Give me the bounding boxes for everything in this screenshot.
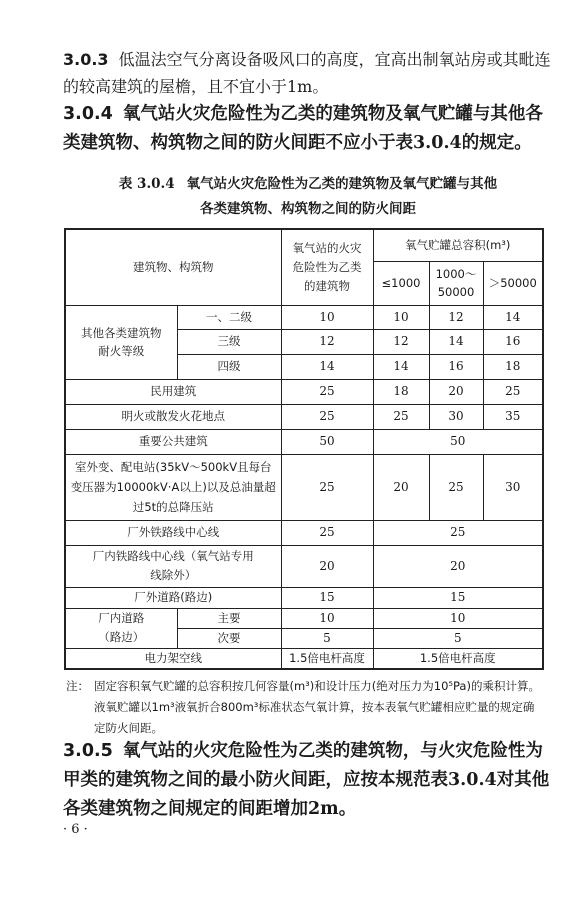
table-cell: 30 (483, 454, 543, 520)
row-label: 民用建筑 (65, 379, 281, 404)
table-note (66, 676, 542, 739)
clause-text: 氧气站火灾危险性为乙类的建筑物及氧气贮罐与其他各类建筑物、构筑物之间的防火间距不应小于表3.0.4的规定。 (63, 104, 543, 153)
page-number: · 6 · (63, 822, 88, 837)
table-cell: 14 (373, 354, 429, 379)
table-cell: 14 (483, 305, 543, 329)
table-cell: 14 (281, 354, 373, 379)
table-cell: 10 (373, 305, 429, 329)
table-cell: 25 (373, 404, 429, 429)
table-cell: 25 (281, 379, 373, 404)
clause-3-0-3 (63, 46, 553, 100)
row-label: 四级 (177, 354, 281, 379)
row-label: 明火或散发火花地点 (65, 404, 281, 429)
table-cell: 12 (429, 305, 483, 329)
table-cell: 50 (281, 429, 373, 454)
row-label (65, 454, 281, 520)
header-tank-le1000: ≤1000 (373, 261, 429, 305)
table-cell: 25 (483, 379, 543, 404)
road-in-label: 厂内道路（路边） (98, 611, 145, 644)
clause-number: 3.0.3 (63, 50, 109, 69)
clause-number: 3.0.4 (63, 104, 113, 124)
table-cell: 25 (429, 454, 483, 520)
table-cell: 35 (483, 404, 543, 429)
row-label: 厂外铁路线中心线 (65, 520, 281, 545)
fire-distance-table (64, 228, 544, 670)
table-cell: 25 (373, 520, 543, 545)
row-label: 三级 (177, 329, 281, 354)
table-cell: 20 (281, 545, 373, 587)
clause-number: 3.0.5 (63, 741, 113, 761)
clause-3-0-5 (63, 737, 553, 824)
table-cell: 5 (281, 628, 373, 648)
table-caption-line1 (63, 173, 553, 195)
note-text: 固定容积氧气贮罐的总容积按几何容量(m³)和设计压力(绝对压力为10⁵Pa)的乘积计算。液氧贮罐以1m³液氧折合800m³标准状态气氧计算，按本表氧气贮罐相应贮量的规定确定防火间距。 (94, 679, 540, 735)
table-cell: 25 (281, 404, 373, 429)
table-caption-line2: 各类建筑物、构筑物之间的防火间距 (200, 201, 416, 217)
table-cell: 15 (373, 587, 543, 608)
table-cell: 5 (373, 628, 543, 648)
row-label: 厂外道路(路边) (65, 587, 281, 608)
row-label: 一、二级 (177, 305, 281, 329)
table-cell: 18 (373, 379, 429, 404)
table-cell: 12 (373, 329, 429, 354)
table-cell: 1.5倍电杆高度 (373, 648, 543, 669)
header-oxygen-building-text: 氧气站的火灾危险性为乙类的建筑物 (292, 240, 362, 293)
table-cell: 14 (429, 329, 483, 354)
note-label: 注： (66, 679, 89, 693)
row-label (65, 545, 281, 587)
clause-text: 氧气站的火灾危险性为乙类的建筑物，与火灾危险性为甲类的建筑物之间的最小防火间距，应按本规范表3.0.4对其他各类建筑物之间规定的间距增加2m。 (63, 741, 550, 819)
table-cell: 20 (373, 454, 429, 520)
table-cell: 10 (281, 608, 373, 628)
header-tank-gt50000: ＞50000 (483, 261, 543, 305)
rail-in-label: 厂内铁路线中心线（氧气站专用线除外） (92, 549, 254, 582)
table-cell: 12 (281, 329, 373, 354)
row-label: 重要公共建筑 (65, 429, 281, 454)
table-cell: 30 (429, 404, 483, 429)
row-group-fire-rating (65, 305, 177, 379)
clause-text: 低温法空气分离设备吸风口的高度，宜高出制氧站房或其毗连的较高建筑的屋檐，且不宜小于1m。 (63, 50, 551, 96)
header-tank-1000-50000-text: 1000～50000 (435, 267, 477, 299)
table-cell: 50 (373, 429, 543, 454)
fire-rating-group-label: 其他各类建筑物耐火等级 (81, 326, 162, 358)
table-cell: 15 (281, 587, 373, 608)
table-caption-text: 氧气站火灾危险性为乙类的建筑物及氧气贮罐与其他 (186, 176, 498, 192)
header-building-type: 建筑物、构筑物 (65, 229, 281, 305)
table-cell: 10 (373, 608, 543, 628)
table-cell: 25 (281, 520, 373, 545)
clause-3-0-4 (63, 100, 553, 158)
row-label: 电力架空线 (65, 648, 281, 669)
substation-label: 室外变、配电站(35kV～500kV且每台变压器为10000kV·A以上)以及总油量超过5t的总降压站 (70, 460, 276, 514)
table-cell: 10 (281, 305, 373, 329)
row-label (65, 608, 177, 648)
table-number: 表 3.0.4 (118, 176, 175, 192)
row-sublabel: 主要 (177, 608, 281, 628)
table-cell: 25 (281, 454, 373, 520)
table-cell: 20 (429, 379, 483, 404)
table-cell: 18 (483, 354, 543, 379)
table-cell: 20 (373, 545, 543, 587)
header-tank-1000-50000 (429, 261, 483, 305)
header-tank-volume: 氧气贮罐总容积(m³) (373, 229, 543, 261)
table-cell: 16 (429, 354, 483, 379)
table-cell: 1.5倍电杆高度 (281, 648, 373, 669)
header-oxygen-building (281, 229, 373, 305)
row-sublabel: 次要 (177, 628, 281, 648)
table-cell: 16 (483, 329, 543, 354)
